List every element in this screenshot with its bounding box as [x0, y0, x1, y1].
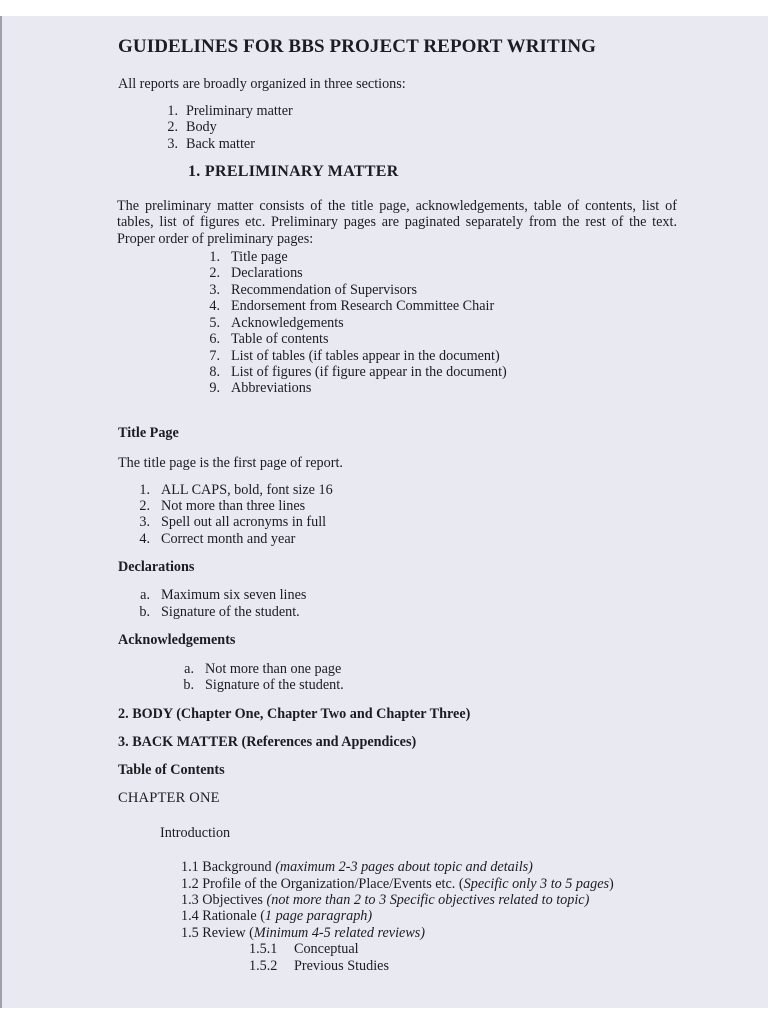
list-item: Back matter	[186, 136, 255, 152]
toc-chapter: CHAPTER ONE	[118, 790, 220, 806]
toc-entry	[181, 892, 589, 908]
document-title: GUIDELINES FOR BBS PROJECT REPORT WRITING	[118, 36, 597, 57]
toc-introduction: Introduction	[160, 825, 231, 841]
toc-entry-note: Minimum 4-5 related reviews)	[253, 925, 426, 941]
preliminary-paragraph: The preliminary matter consists of the title page, acknowledgements, table of contents, list of tables, list of figures etc. Preliminary pages are paginated separately from the rest of the text. Proper order of preliminary pages:	[117, 198, 677, 247]
toc-subentry-number: 1.5.1	[249, 941, 278, 957]
list-number: 2.	[209, 265, 220, 281]
toc-entry-note: Specific only 3 to 5 pages	[463, 876, 610, 892]
toc-subentry-label: Conceptual	[294, 941, 359, 957]
list-number: 7.	[209, 348, 220, 364]
list-number: a.	[184, 661, 194, 677]
list-number: 1.	[167, 103, 178, 119]
toc-entry-label: 1.5 Review (	[181, 925, 254, 941]
title-page-text: The title page is the first page of report.	[118, 455, 343, 471]
list-number: 2.	[139, 498, 150, 514]
list-item: Recommendation of Supervisors	[231, 282, 417, 298]
list-item: Table of contents	[231, 331, 329, 347]
list-item: Acknowledgements	[231, 315, 344, 331]
toc-entry	[181, 925, 425, 941]
toc-entry-tail: )	[609, 876, 614, 892]
list-number: 4.	[139, 531, 150, 547]
toc-entry-label: 1.2 Profile of the Organization/Place/Events etc. (	[181, 876, 464, 892]
section-heading-body: 2. BODY (Chapter One, Chapter Two and Chapter Three)	[118, 706, 471, 722]
section-heading-preliminary: 1. PRELIMINARY MATTER	[188, 163, 399, 180]
toc-entry-label: 1.1 Background	[181, 859, 276, 875]
toc-entry	[181, 908, 372, 924]
list-number: 1.	[139, 482, 150, 498]
subheading-declarations: Declarations	[118, 559, 195, 575]
list-number: a.	[140, 587, 150, 603]
section-heading-back-matter: 3. BACK MATTER (References and Appendices)	[118, 734, 417, 750]
list-item: Correct month and year	[161, 531, 296, 547]
list-item: Signature of the student.	[205, 677, 344, 693]
list-number: 3.	[139, 514, 150, 530]
list-item: Maximum six seven lines	[161, 587, 307, 603]
list-item: Abbreviations	[231, 380, 312, 396]
list-number: b.	[183, 677, 194, 693]
list-item: Body	[186, 119, 217, 135]
list-item: Signature of the student.	[161, 604, 300, 620]
list-number: 2.	[167, 119, 178, 135]
toc-entry-label: 1.4 Rationale (	[181, 908, 265, 924]
list-number: 1.	[209, 249, 220, 265]
list-item: Not more than three lines	[161, 498, 306, 514]
toc-entry	[181, 876, 614, 892]
subheading-acknowledgements: Acknowledgements	[118, 632, 236, 648]
list-item: Endorsement from Research Committee Chair	[231, 298, 495, 314]
list-item: Title page	[231, 249, 288, 265]
list-item: Declarations	[231, 265, 303, 281]
list-item: Spell out all acronyms in full	[161, 514, 327, 530]
toc-entry	[181, 859, 533, 875]
list-number: 3.	[209, 282, 220, 298]
toc-entry-label: 1.3 Objectives	[181, 892, 267, 908]
list-number: 6.	[209, 331, 220, 347]
list-item: List of figures (if figure appear in the document)	[231, 364, 507, 380]
list-item: Not more than one page	[205, 661, 342, 677]
subheading-title-page: Title Page	[118, 425, 179, 441]
list-item: Preliminary matter	[186, 103, 293, 119]
list-item: ALL CAPS, bold, font size 16	[161, 482, 333, 498]
intro-text: All reports are broadly organized in three sections:	[118, 76, 406, 92]
list-item: List of tables (if tables appear in the document)	[231, 348, 500, 364]
page-edge	[0, 16, 2, 1008]
toc-entry-note: (maximum 2-3 pages about topic and details)	[275, 859, 533, 875]
toc-entry-note: 1 page paragraph)	[264, 908, 373, 924]
list-number: 9.	[209, 380, 220, 396]
list-number: 5.	[209, 315, 220, 331]
list-number: 4.	[209, 298, 220, 314]
list-number: 3.	[167, 136, 178, 152]
toc-subentry-number: 1.5.2	[249, 958, 278, 974]
list-number: 8.	[209, 364, 220, 380]
toc-entry-note: (not more than 2 to 3 Specific objectives related to topic)	[266, 892, 590, 908]
toc-subentry-label: Previous Studies	[294, 958, 389, 974]
subheading-table-of-contents: Table of Contents	[118, 762, 225, 778]
list-number: b.	[139, 604, 150, 620]
